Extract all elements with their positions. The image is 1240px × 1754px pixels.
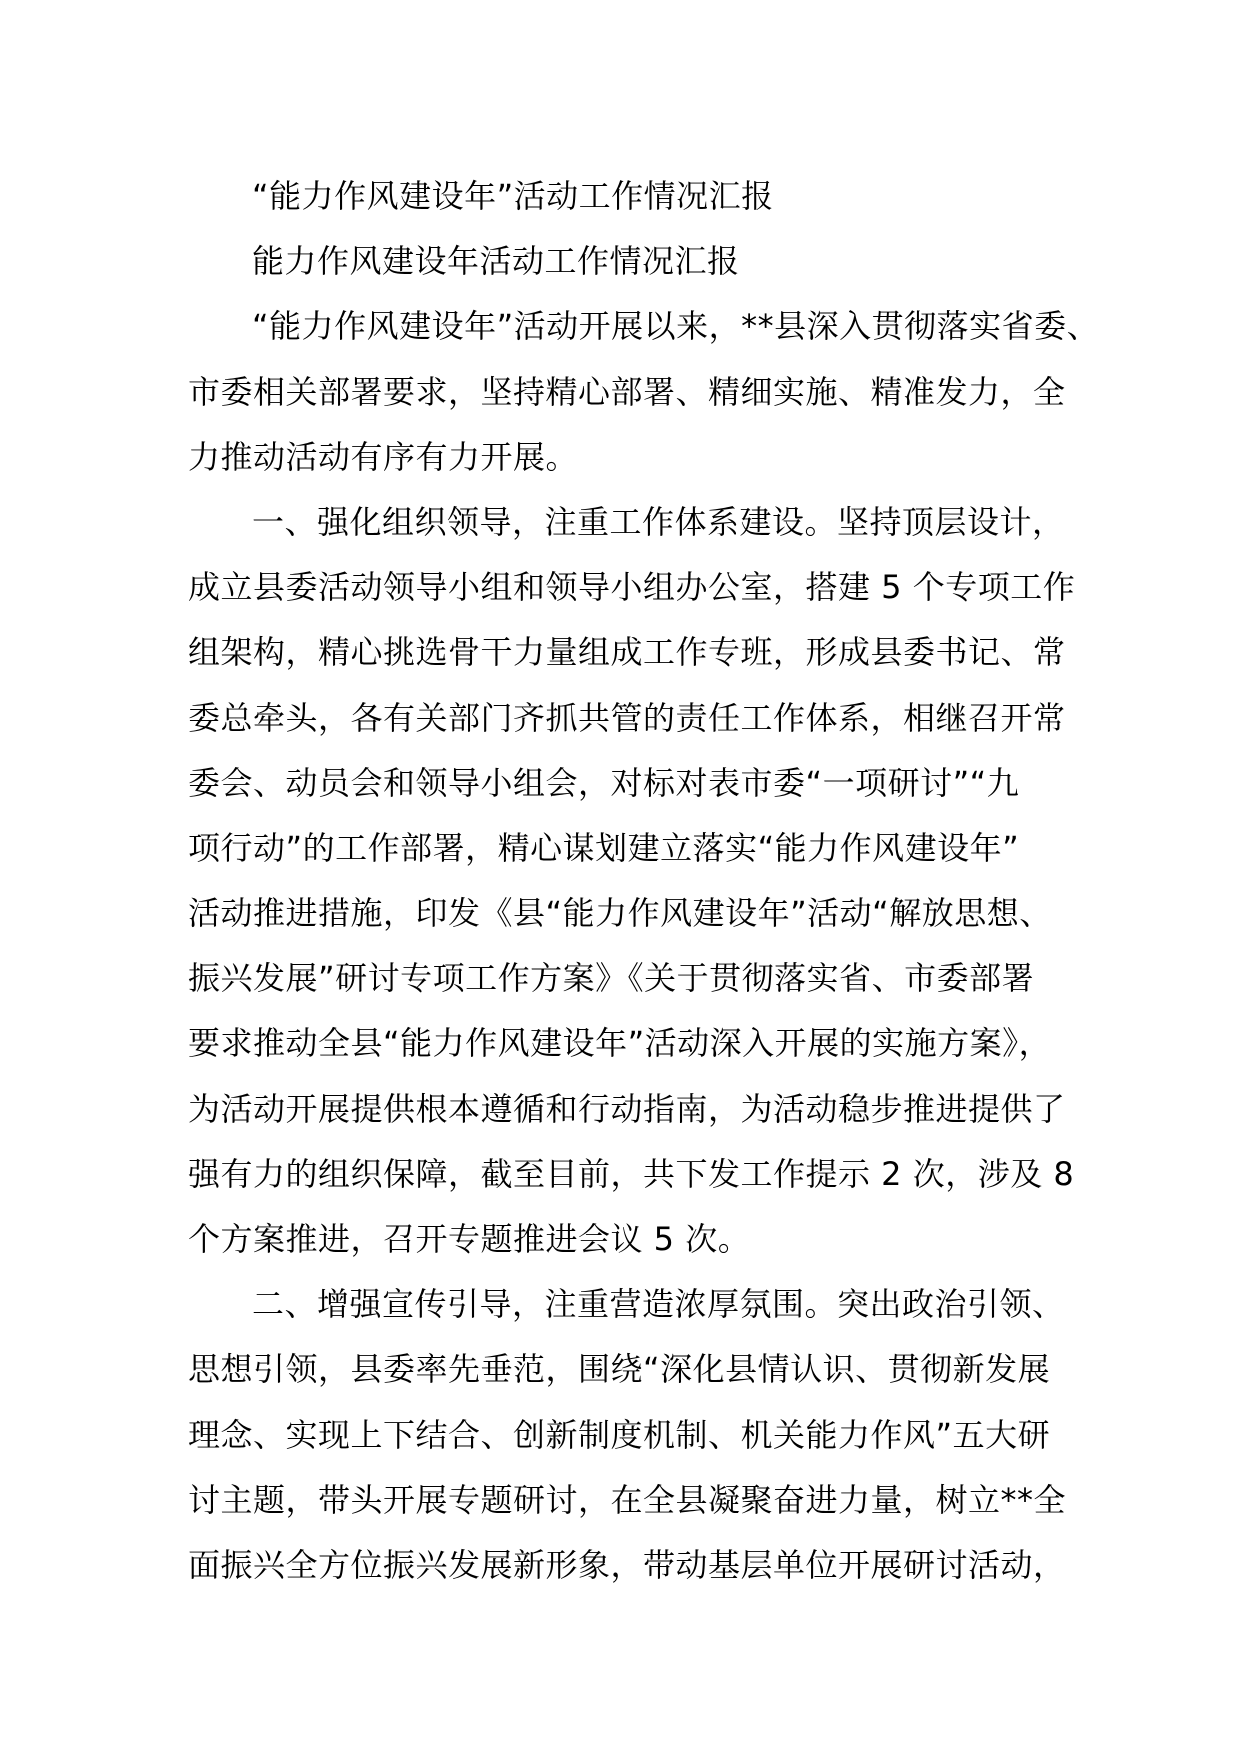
paragraph-line: “能力作风建设年”活动开展以来，**县深入贯彻落实省委、 (252, 307, 1100, 346)
paragraph-line: 个方案推进，召开专题推进会议 5 次。 (188, 1220, 751, 1258)
paragraph-line: 讨主题，带头开展专题研讨，在全县凝聚奋进力量，树立**全 (188, 1480, 1067, 1519)
paragraph-line: 力推动活动有序有力开展。 (188, 437, 579, 476)
paragraph-line: 成立县委活动领导小组和领导小组办公室，搭建 5 个专项工作 (188, 568, 1076, 607)
paragraph-line: 要求推动全县“能力作风建设年”活动深入开展的实施方案》， (188, 1024, 1052, 1063)
paragraph-line: 振兴发展”研讨专项工作方案》《关于贯彻落实省、市委部署 (188, 959, 1035, 998)
paragraph-line: 为活动开展提供根本遵循和行动指南，为活动稳步推进提供了 (188, 1089, 1066, 1128)
paragraph-line: 强有力的组织保障，截至目前，共下发工作提示 2 次，涉及 8 (188, 1154, 1075, 1193)
paragraph-line: 组架构，精心挑选骨干力量组成工作专班，形成县委书记、常 (188, 633, 1066, 672)
paragraph-line: 一、强化组织领导，注重工作体系建设。坚持顶层设计， (252, 502, 1065, 541)
paragraph-line: 项行动”的工作部署，精心谋划建立落实“能力作风建设年” (188, 828, 1020, 867)
paragraph-line: 理念、实现上下结合、创新制度机制、机关能力作风”五大研 (188, 1415, 1051, 1454)
paragraph-line: 面振兴全方位振兴发展新形象，带动基层单位开展研讨活动， (188, 1545, 1066, 1584)
document-title: “能力作风建设年”活动工作情况汇报 (252, 177, 774, 215)
paragraph-line: 思想引领，县委率先垂范，围绕“深化县情认识、贯彻新发展 (188, 1350, 1051, 1389)
document-subtitle: 能力作风建设年活动工作情况汇报 (252, 242, 740, 281)
paragraph-line: 委总牵头，各有关部门齐抓共管的责任工作体系，相继召开常 (188, 698, 1066, 737)
paragraph-line: 市委相关部署要求，坚持精心部署、精细实施、精准发力，全 (188, 372, 1066, 411)
paragraph-line: 委会、动员会和领导小组会，对标对表市委“一项研讨”“九 (188, 763, 1020, 802)
paragraph-line: 活动推进措施，印发《县“能力作风建设年”活动“解放思想、 (188, 894, 1052, 933)
document-body (188, 164, 1100, 1598)
paragraph-line: 二、增强宣传引导，注重营造浓厚氛围。突出政治引领、 (252, 1285, 1065, 1324)
